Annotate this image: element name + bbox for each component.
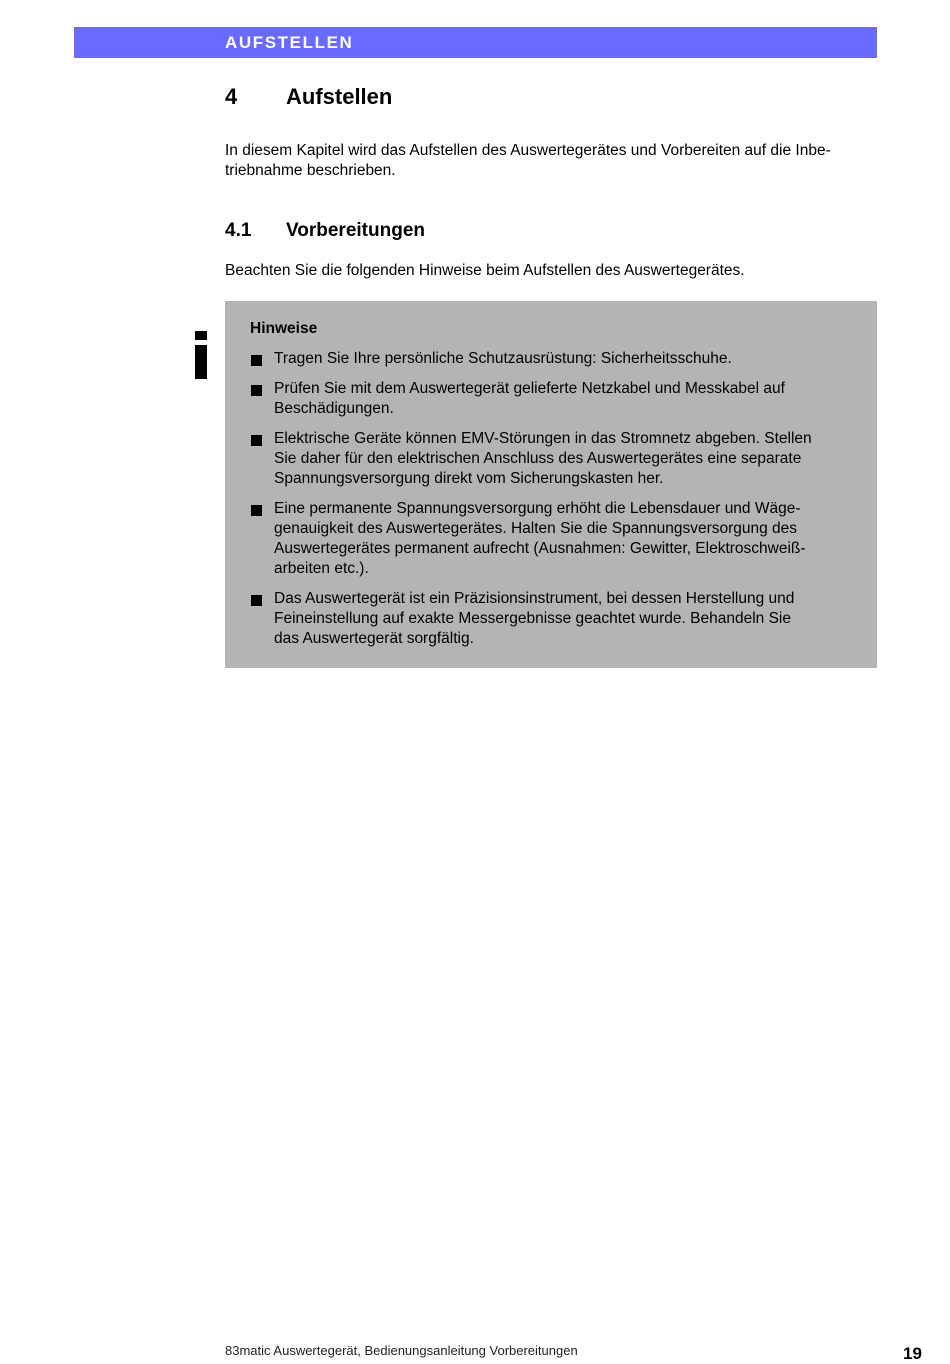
notice-item-line: Elektrische Geräte können EMV-Störungen in das Stromnetz abgeben. Stellen — [274, 430, 812, 447]
chapter-intro — [225, 141, 885, 181]
chapter-number: 4 — [225, 84, 238, 109]
section-title: Vorbereitungen — [286, 220, 425, 241]
notice-item-line: Spannungsversorgung direkt vom Sicherungskasten her. — [274, 470, 664, 487]
notice-item-line: genauigkeit des Auswertegerätes. Halten Sie die Spannungsversorgung des — [274, 520, 798, 537]
notice-item-text — [274, 349, 732, 369]
notice-box — [225, 301, 877, 668]
footer-document-title: 83matic Auswertegerät, Bedienungsanleitung Vorbereitungen — [225, 1343, 578, 1358]
page-number: 19 — [903, 1344, 922, 1363]
notice-item-line: arbeiten etc.). — [274, 560, 369, 577]
notice-item-line: Tragen Sie Ihre persönliche Schutzausrüstung: Sicherheitsschuhe. — [274, 350, 732, 367]
chapter-intro-line: In diesem Kapitel wird das Aufstellen des Auswertegerätes und Vorbereiten auf die Inbe- — [225, 142, 831, 159]
notice-title: Hinweise — [250, 320, 318, 337]
section-lead: Beachten Sie die folgenden Hinweise beim Aufstellen des Auswertegerätes. — [225, 262, 745, 279]
notice-item-line: Beschädigungen. — [274, 400, 394, 417]
notice-item-line: Prüfen Sie mit dem Auswertegerät gelieferte Netzkabel und Messkabel auf — [274, 380, 785, 397]
notice-item-text — [274, 589, 794, 649]
notice-item-line: Das Auswertegerät ist ein Präzisionsinstrument, bei dessen Herstellung und — [274, 590, 795, 607]
section-number: 4.1 — [225, 220, 252, 241]
notice-item-text — [274, 499, 806, 579]
square-bullet-icon — [251, 595, 262, 606]
chapter-title: Aufstellen — [286, 84, 393, 109]
square-bullet-icon — [251, 355, 262, 366]
square-bullet-icon — [251, 435, 262, 446]
chapter-intro-line: triebnahme beschrieben. — [225, 162, 396, 179]
notice-item-line: Feineinstellung auf exakte Messergebnisse geachtet wurde. Behandeln Sie — [274, 610, 791, 627]
square-bullet-icon — [251, 385, 262, 396]
section-header-title: AUFSTELLEN — [225, 33, 354, 52]
info-icon — [193, 331, 209, 379]
square-bullet-icon — [251, 505, 262, 516]
notice-item-line: Sie daher für den elektrischen Anschluss des Auswertegerätes eine separate — [274, 450, 802, 467]
notice-item-text — [274, 379, 785, 419]
notice-item-line: Auswertegerätes permanent aufrecht (Ausnahmen: Gewitter, Elektroschweiß- — [274, 540, 806, 557]
notice-item-line: das Auswertegerät sorgfältig. — [274, 630, 474, 647]
notice-item-text — [274, 429, 812, 489]
notice-item-line: Eine permanente Spannungsversorgung erhöht die Lebensdauer und Wäge- — [274, 500, 801, 517]
section-header-bar — [74, 27, 877, 58]
